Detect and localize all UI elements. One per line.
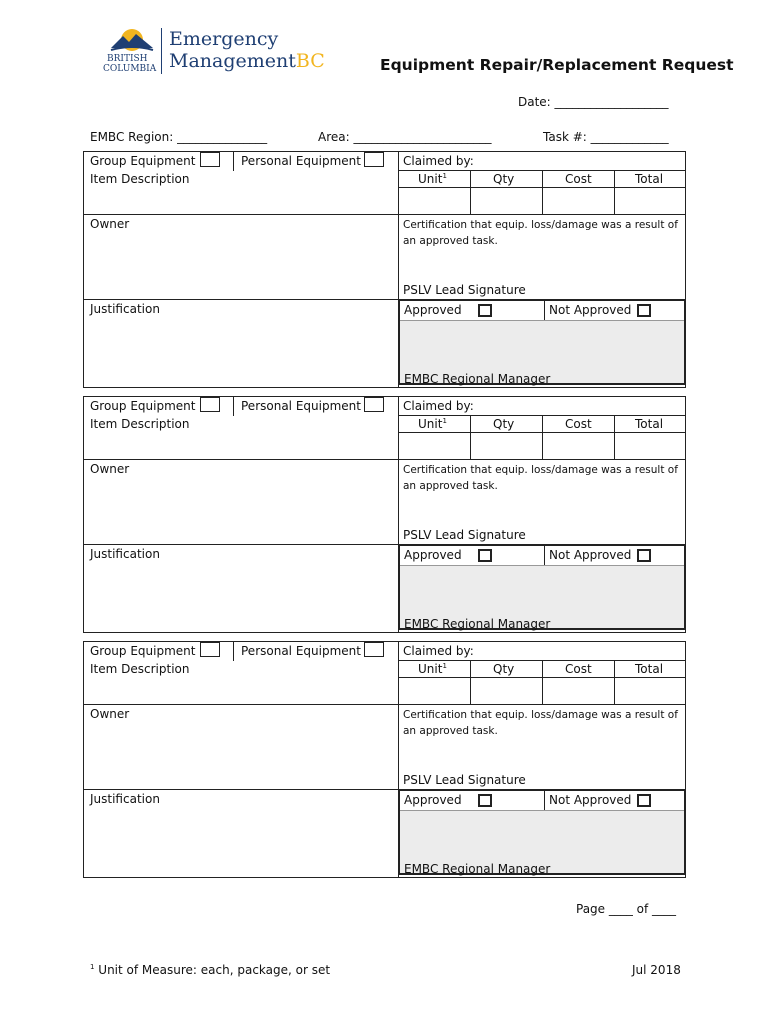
cost-input[interactable] [543,678,613,704]
justification-label: Justification [90,302,160,316]
request-block-1 [83,151,686,391]
claimed-by-label: Claimed by: [403,644,474,658]
qty-input[interactable] [471,188,541,214]
logo-columbia: COLUMBIA [103,64,157,74]
total-input[interactable] [615,188,685,214]
unit-header: Unit [418,417,443,431]
not-approved-checkbox[interactable] [637,794,651,807]
revision-date: Jul 2018 [632,963,681,977]
task-field: Task #: _____________ [543,130,669,144]
personal-equipment-label: Personal Equipment [241,399,361,413]
not-approved-label: Not Approved [549,793,632,807]
unit-input[interactable] [399,678,469,704]
region-field: EMBC Region: _______________ [90,130,268,144]
qty-input[interactable] [471,433,541,459]
cost-input[interactable] [543,188,613,214]
personal-equipment-label: Personal Equipment [241,154,361,168]
group-equipment-label: Group Equipment [90,154,196,168]
logo-divider [161,28,162,74]
bc-sun-mountain-icon [109,24,155,54]
logo-management: Management [169,50,296,72]
regional-manager-label: EMBC Regional Manager [404,617,551,631]
certification-text: Certification that equip. loss/damage was a result of an approved task. [403,464,678,492]
personal-equipment-checkbox[interactable] [364,642,384,657]
unit-input[interactable] [399,433,469,459]
owner-label: Owner [90,462,130,476]
personal-equipment-checkbox[interactable] [364,397,384,412]
approved-checkbox[interactable] [478,794,492,807]
regional-manager-label: EMBC Regional Manager [404,372,551,386]
unit-input[interactable] [399,188,469,214]
pslv-signature-label: PSLV Lead Signature [403,773,526,787]
group-equipment-label: Group Equipment [90,399,196,413]
manager-approval-box [398,299,686,385]
regional-manager-label: EMBC Regional Manager [404,862,551,876]
not-approved-checkbox[interactable] [637,549,651,562]
item-description-label: Item Description [90,662,190,676]
certification-text: Certification that equip. loss/damage was a result of an approved task. [403,709,678,737]
request-block-3 [83,641,686,881]
not-approved-checkbox[interactable] [637,304,651,317]
manager-approval-box [398,789,686,875]
personal-equipment-checkbox[interactable] [364,152,384,167]
item-description-label: Item Description [90,417,190,431]
total-header: Total [635,172,664,186]
approved-label: Approved [404,548,462,562]
unit-header: Unit [418,172,443,186]
not-approved-label: Not Approved [549,303,632,317]
qty-header: Qty [493,172,515,186]
justification-label: Justification [90,547,160,561]
qty-header: Qty [493,417,515,431]
unit-footnote-mark: 1 [442,172,447,180]
group-equipment-checkbox[interactable] [200,642,220,657]
group-equipment-checkbox[interactable] [200,152,220,167]
not-approved-label: Not Approved [549,548,632,562]
owner-label: Owner [90,217,130,231]
total-header: Total [635,662,664,676]
group-equipment-checkbox[interactable] [200,397,220,412]
page-title: Equipment Repair/Replacement Request [380,56,734,74]
approved-label: Approved [404,303,462,317]
footnote-mark: 1 [90,963,95,971]
item-description-label: Item Description [90,172,190,186]
logo-british: BRITISH [107,54,148,64]
owner-label: Owner [90,707,130,721]
certification-text: Certification that equip. loss/damage was a result of an approved task. [403,219,678,247]
claimed-by-label: Claimed by: [403,399,474,413]
unit-footnote-mark: 1 [442,662,447,670]
approved-checkbox[interactable] [478,304,492,317]
logo-emergency: Emergency [169,28,279,50]
total-input[interactable] [615,678,685,704]
area-field: Area: _______________________ [318,130,492,144]
logo-bc: BC [295,50,325,72]
footnote-text: Unit of Measure: each, package, or set [98,963,331,977]
request-block-2 [83,396,686,636]
pslv-signature-label: PSLV Lead Signature [403,283,526,297]
qty-input[interactable] [471,678,541,704]
group-equipment-label: Group Equipment [90,644,196,658]
page-number: Page ____ of ____ [576,902,677,916]
personal-equipment-label: Personal Equipment [241,644,361,658]
approved-label: Approved [404,793,462,807]
pslv-signature-label: PSLV Lead Signature [403,528,526,542]
manager-approval-box [398,544,686,630]
claimed-by-label: Claimed by: [403,154,474,168]
cost-header: Cost [565,662,592,676]
emergency-management-bc-logo [103,24,325,80]
unit-footnote-mark: 1 [442,417,447,425]
total-input[interactable] [615,433,685,459]
justification-label: Justification [90,792,160,806]
date-field: Date: ___________________ [518,95,669,109]
approved-checkbox[interactable] [478,549,492,562]
total-header: Total [635,417,664,431]
qty-header: Qty [493,662,515,676]
cost-header: Cost [565,172,592,186]
unit-header: Unit [418,662,443,676]
cost-header: Cost [565,417,592,431]
cost-input[interactable] [543,433,613,459]
